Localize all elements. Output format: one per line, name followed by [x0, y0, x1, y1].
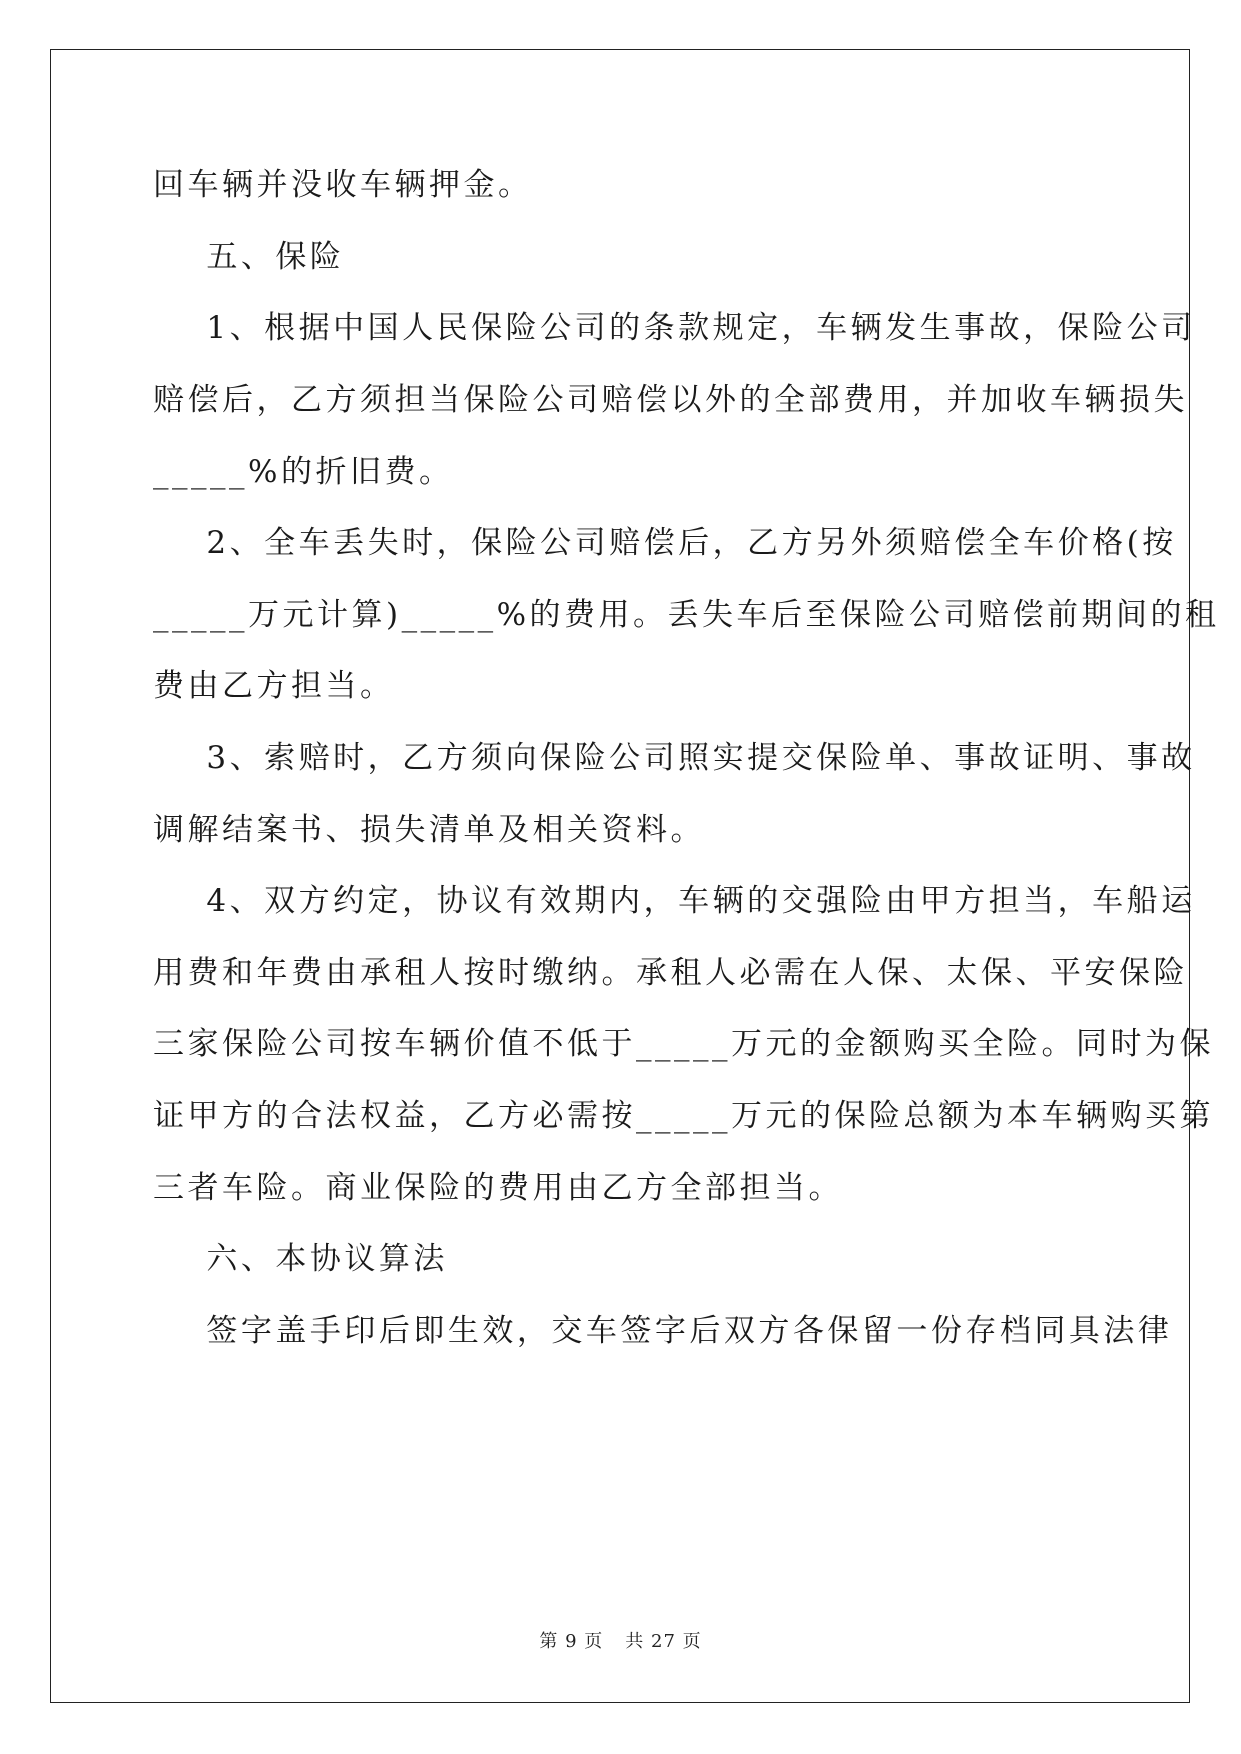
- page-number: 第 9 页: [539, 1631, 604, 1652]
- text-line: _____%的折旧费。: [153, 454, 454, 490]
- text-line: 三家保险公司按车辆价值不低于_____万元的金额购买全险。同时为保: [153, 1026, 1214, 1062]
- page-total: 共 27 页: [625, 1631, 702, 1652]
- text-line: 费由乙方担当。: [153, 668, 395, 704]
- text-line: 赔偿后，乙方须担当保险公司赔偿以外的全部费用，并加收车辆损失: [153, 382, 1188, 418]
- text-line: 2、全车丢失时，保险公司赔偿后，乙方另外须赔偿全车价格(按: [153, 525, 1177, 561]
- text-line: 证甲方的合法权益，乙方必需按_____万元的保险总额为本车辆购买第: [153, 1098, 1214, 1134]
- text-line: 签字盖手印后即生效，交车签字后双方各保留一份存档同具法律: [153, 1313, 1173, 1349]
- text-line: 4、双方约定，协议有效期内，车辆的交强险由甲方担当，车船运: [153, 883, 1196, 919]
- text-line: _____万元计算)_____%的费用。丢失车后至保险公司赔偿前期间的租: [153, 597, 1220, 633]
- page-footer: [0, 1627, 1241, 1653]
- text-line: 1、根据中国人民保险公司的条款规定，车辆发生事故，保险公司: [153, 310, 1196, 346]
- text-line: 调解结案书、损失清单及相关资料。: [153, 812, 705, 848]
- page-border: [50, 49, 1190, 1703]
- section-heading: 五、保险: [153, 239, 345, 275]
- text-line: 用费和年费由承租人按时缴纳。承租人必需在人保、太保、平安保险: [153, 955, 1188, 991]
- text-line: 三者车险。商业保险的费用由乙方全部担当。: [153, 1170, 843, 1206]
- text-line: 回车辆并没收车辆押金。: [153, 167, 533, 203]
- section-heading: 六、本协议算法: [153, 1241, 448, 1277]
- text-line: 3、索赔时，乙方须向保险公司照实提交保险单、事故证明、事故: [153, 740, 1196, 776]
